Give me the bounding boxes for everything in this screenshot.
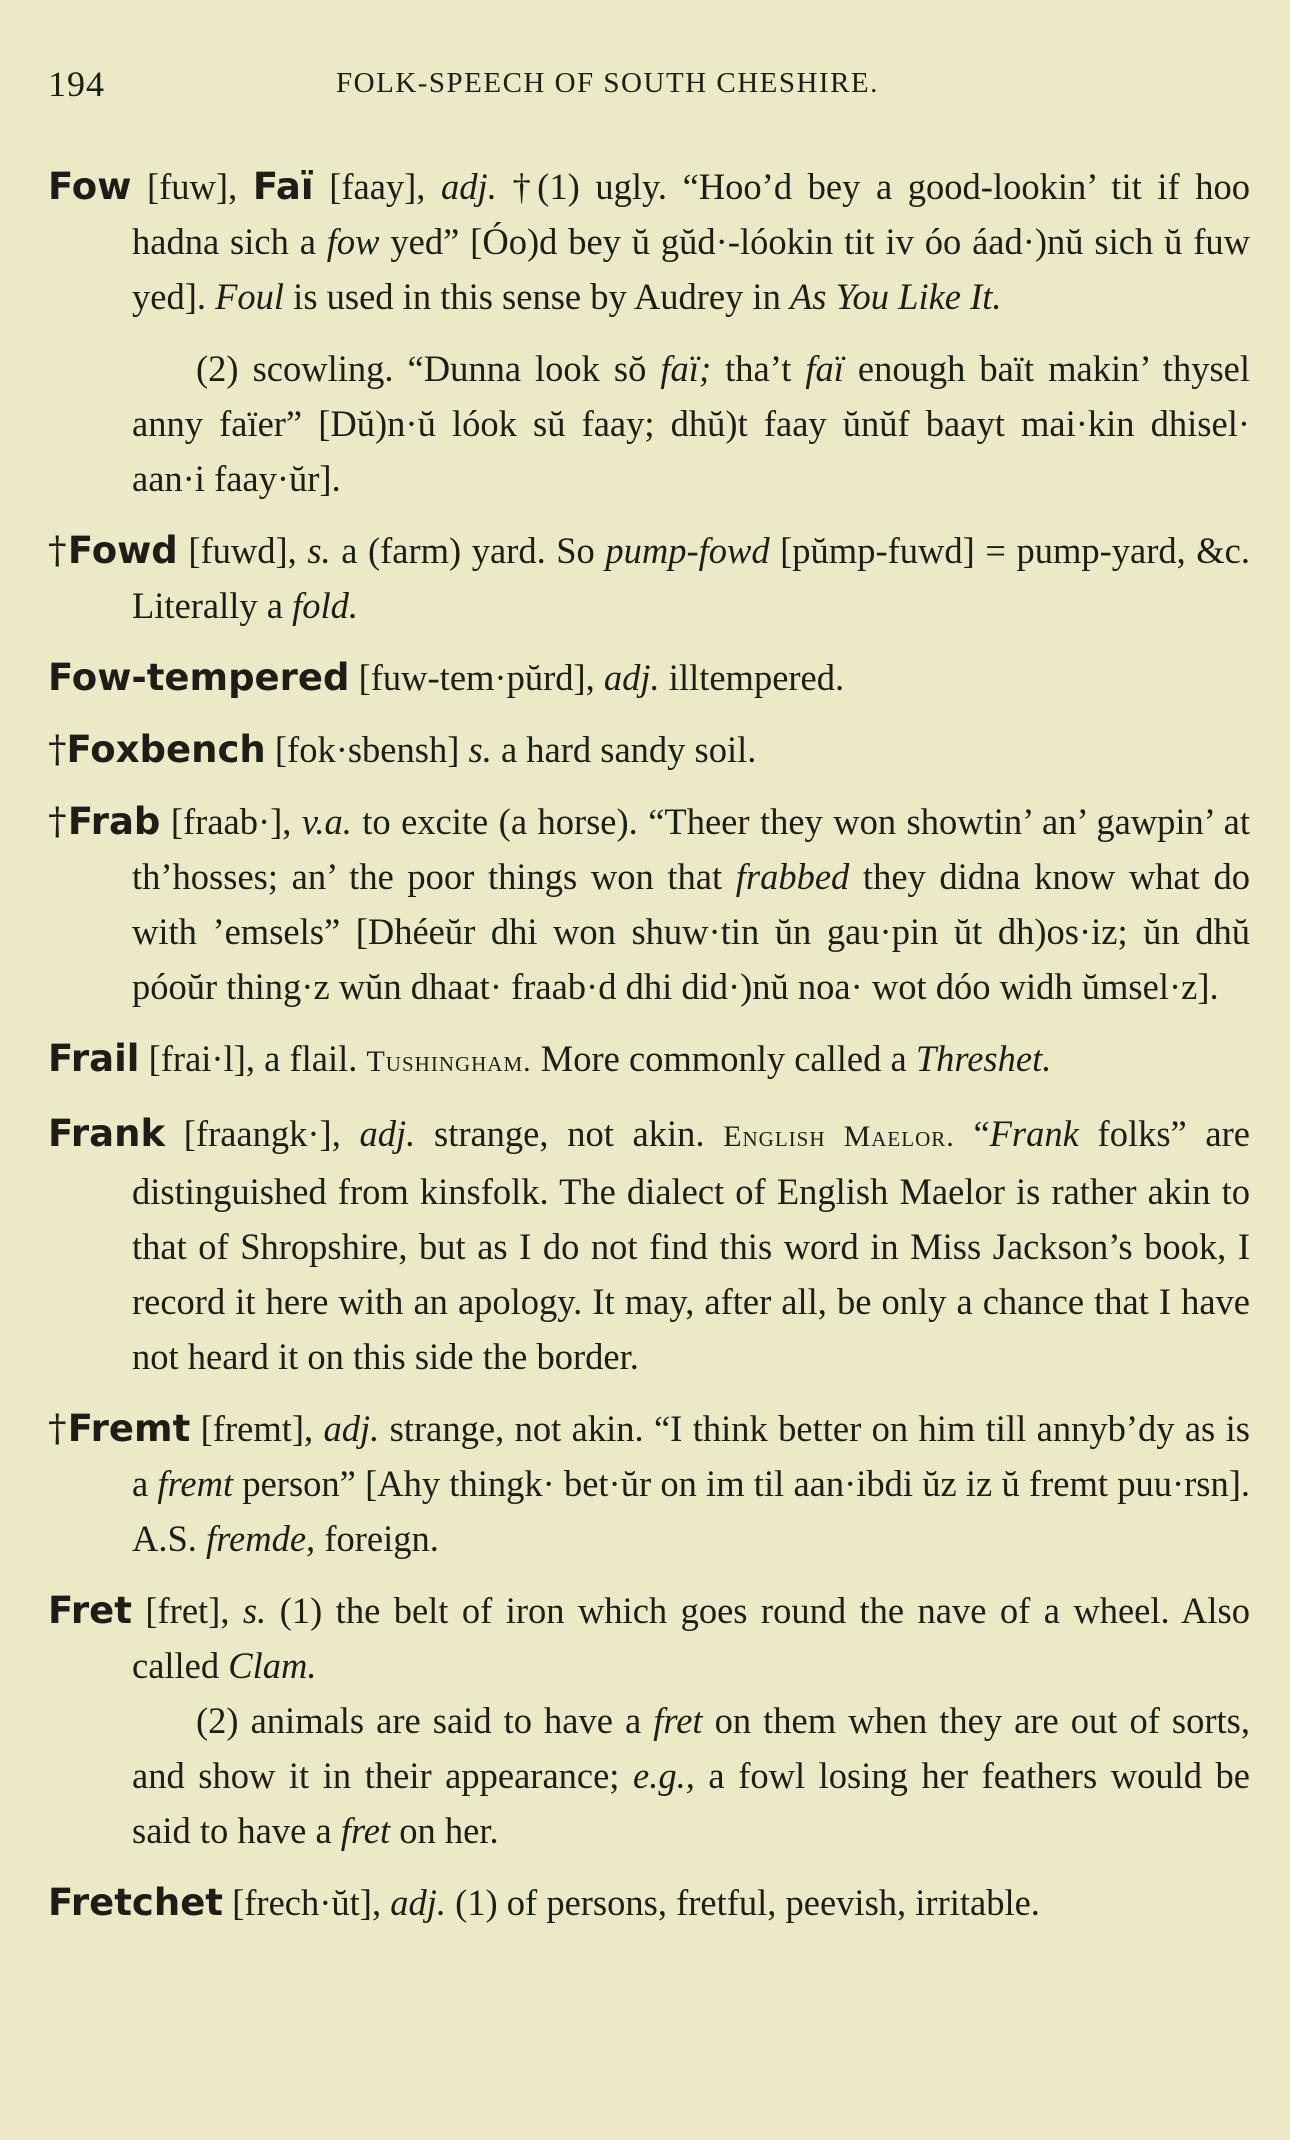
headword: Frail xyxy=(48,1037,140,1080)
headword: †Foxbench xyxy=(48,728,266,771)
place-name: Tushingham. xyxy=(366,1045,532,1078)
entry-fret: Fret [fret], s. (1) the belt of iron which goes round the nave of a wheel. Also called Clam. xyxy=(48,1589,1250,1686)
part-of-speech: s. xyxy=(307,530,331,571)
entry-fret-sense-2: (2) animals are said to have a fret on them when they are out of sorts, and show it in their appearance; e.g., a fowl losing her feathers would be said to have a fret on her. xyxy=(132,1700,1251,1851)
running-title: FOLK-SPEECH OF SOUTH CHESHIRE. xyxy=(336,67,879,99)
part-of-speech: s. xyxy=(468,729,492,770)
place-name: English Maelor. xyxy=(723,1120,955,1153)
entry-fowd: †Fowd [fuwd], s. a (farm) yard. So pump-fowd [pŭmp-fuwd] = pump-yard, &c. Literally a fold. xyxy=(48,529,1250,626)
dagger-mark: † xyxy=(48,728,67,771)
entry-fow-tempered: Fow-tempered [fuw-tem·pŭrd], adj. illtempered. xyxy=(48,656,845,699)
entry-frab: †Frab [fraab·], v.a. to excite (a horse). “Theer they won showtin’ an’ gawpin’ at th’hosses; an’ the poor things won that frabbed they didna know what do with ’emsels” [Dhéeŭr dhi won shuw·tin ŭn gau·pin ŭt dh)os·iz; ŭn dhŭ póoŭr thing·z wŭn dhaat· fraab·d dhi did·)nŭ noa· wot dóo widh ŭmsel·z]. xyxy=(48,800,1250,1007)
entry-fremt: †Fremt [fremt], adj. strange, not akin. “I think better on him till annyb’dy as is a fremt person” [Ahy thingk· bet·ŭr on im til aan·ibdi ŭz iz ŭ fremt puu·rsn]. A.S. fremde, foreign. xyxy=(48,1407,1250,1559)
headword: Fret xyxy=(48,1589,132,1632)
headword: Frank xyxy=(48,1112,166,1155)
entry-frail: Frail [frai·l], a flail. Tushingham. More commonly called a Threshet. xyxy=(48,1037,1052,1080)
headword: †Frab xyxy=(48,800,161,843)
part-of-speech: s. xyxy=(242,1590,267,1631)
headword: Fow-tempered xyxy=(48,656,350,699)
headword: Faï xyxy=(252,165,314,208)
dagger-mark: † xyxy=(48,1407,68,1450)
dagger-mark: † xyxy=(48,800,68,843)
entry-fow-sense-2: (2) scowling. “Dunna look sŏ faï; tha’t faï enough baït makin’ thysel anny faïer” [Dŭ)n·ŭ lóok sŭ faay; dhŭ)t faay ŭnŭf baayt mai·kin dhisel· aan·i faay·ŭr]. xyxy=(132,348,1250,499)
headword: †Fowd xyxy=(48,529,178,572)
headword: Fretchet xyxy=(48,1881,223,1924)
entry-foxbench: †Foxbench [fok·sbensh] s. a hard sandy soil. xyxy=(48,728,757,771)
page-header xyxy=(48,55,1250,115)
entry-fow: Fow [fuw], Faï [faay], adj. †(1) ugly. “Hoo’d bey a good-lookin’ tit if hoo hadna sich a fow yed” [Óo)d bey ŭ gŭd·-lóokin tit iv óo áad·)nŭ sich ŭ fuw yed]. Foul is used in this sense by Audrey in As You Like It. xyxy=(48,165,1250,317)
part-of-speech: adj. xyxy=(323,1408,380,1449)
entry-fretchet: Fretchet [frech·ŭt], adj. (1) of persons, fretful, peevish, irritable. xyxy=(48,1881,1040,1924)
part-of-speech: adj. xyxy=(603,657,660,698)
headword: †Fremt xyxy=(48,1407,191,1450)
dagger-mark: † xyxy=(48,529,68,572)
entries xyxy=(48,159,1250,1930)
page-number: 194 xyxy=(48,64,105,104)
part-of-speech: v.a. xyxy=(301,801,352,842)
headword: Fow xyxy=(48,165,132,208)
entry-frank: Frank [fraangk·], adj. strange, not akin. English Maelor. “Frank folks” are distinguished from kinsfolk. The dialect of English Maelor is rather akin to that of Shropshire, but as I do not find this word in Miss Jackson’s book, I record it here with an apology. It may, after all, be only a chance that I have not heard it on this side the border. xyxy=(48,1112,1250,1377)
part-of-speech: adj. xyxy=(441,166,497,207)
part-of-speech: adj. xyxy=(359,1113,416,1154)
part-of-speech: adj. xyxy=(390,1882,446,1923)
